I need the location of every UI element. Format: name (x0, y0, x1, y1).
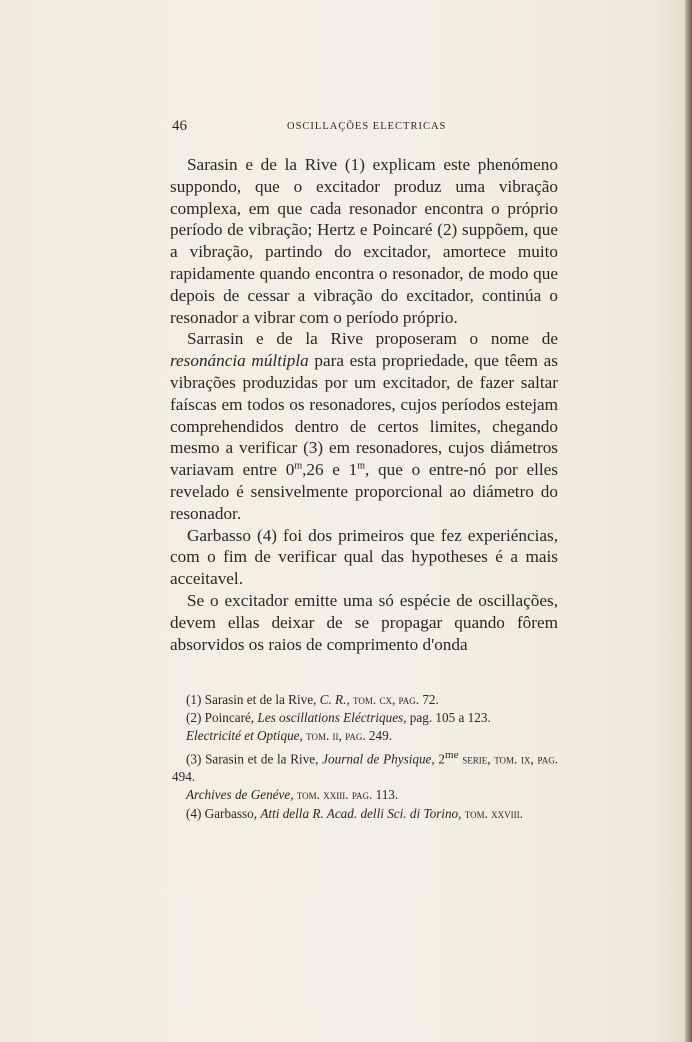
paragraph-3: Garbasso (4) foi dos primeiros que fez experiéncias, com o fim de verificar qual das hypotheses é a mais acceitavel. (170, 525, 558, 589)
paragraph-2-superscript-2: m (357, 460, 366, 472)
footnote-4-italic: Atti della R. Acad. delli Sci. di Torino, (260, 805, 462, 821)
paragraph-4: Se o excitador emitte uma só espécie de oscillações, devem ellas deixar de se propagar quando fôrem absorvidos os raios de comprimento d'onda (170, 590, 558, 654)
footnote-3-continued-ref: tom. xxiii. pag. 113. (296, 787, 399, 803)
footnote-3-italic: Journal de Physique, (322, 751, 435, 766)
footnote-2-continued (172, 727, 558, 745)
footnote-3-continued (172, 786, 558, 804)
footnote-2-ref: pag. 105 a 123. (409, 710, 491, 726)
paragraph-2-superscript-1: m (294, 460, 303, 472)
paragraph-1: Sarasin e de la Rive (1) explicam este phenómeno suppondo, que o excitador produz uma vibração complexa, em que cada resonador encontra o próprio período de vibração; Hertz e Poincaré (2) suppõem, que a vibração, partindo do excitador, amortece muito rapidamente quando encontra o resonador, de modo que depois de cessar a vibração do excitador, continúa o resonador a vibrar com o período próprio. (170, 155, 558, 327)
footnote-1-italic: C. R., (319, 692, 350, 707)
body-text (170, 154, 558, 655)
footnote-4-ref: tom. xxviii. (464, 805, 523, 821)
footnote-1-ref: tom. cx, pag. 72. (353, 692, 439, 707)
footnotes (172, 691, 558, 823)
footnote-4 (172, 805, 558, 823)
footnote-3-superscript: me (445, 748, 459, 761)
footnote-3 (172, 746, 558, 787)
footnote-2-continued-italic: Electricité et Optique, (186, 728, 303, 744)
footnote-2 (172, 709, 558, 727)
paragraph-2-text-a: Sarrasin e de la Rive proposeram o nome de (187, 329, 558, 349)
footnote-1-text: (1) Sarasin et de la Rive, (186, 692, 317, 707)
paragraph-2-text-c: ,26 e 1 (302, 460, 358, 480)
footnote-4-text: (4) Garbasso, (186, 805, 258, 821)
paragraph-2-text-b: para esta propriedade, que têem as vibrações produzidas por um excitador, de fazer saltar faíscas em todos os resonadores, cujos períodos estejam comprehendidos dentro de certos limites, chegando mesmo a verificar (3) em resonadores, cujos diámetros variavam entre 0 (170, 351, 558, 480)
footnote-2-text: (2) Poincaré, (186, 710, 255, 726)
footnote-3-ref: serie, tom. ix, pag. 494. (172, 751, 559, 785)
page-edge-shadow (685, 0, 692, 1042)
paragraph-2 (170, 328, 558, 524)
page-number: 46 (172, 118, 187, 134)
running-title: OSCILLAÇÕES ELECTRICAS (287, 121, 447, 132)
footnote-2-italic: Les oscillations Eléctriques, (257, 710, 407, 726)
footnote-1 (172, 691, 558, 709)
footnote-3-text: (3) Sarasin et de la Rive, (186, 751, 319, 766)
page-header (172, 118, 556, 138)
paragraph-2-text-d: , que o entre-nó por elles revelado é sensivelmente proporcional ao diámetro do resonador. (170, 460, 558, 523)
paragraph-2-italic-term: resonáncia múltipla (170, 351, 309, 371)
footnote-2-continued-ref: tom. ii, pag. 249. (306, 728, 392, 744)
footnote-3-continued-italic: Archives de Genéve, (186, 787, 294, 803)
footnote-3-number: 2 (438, 751, 446, 766)
